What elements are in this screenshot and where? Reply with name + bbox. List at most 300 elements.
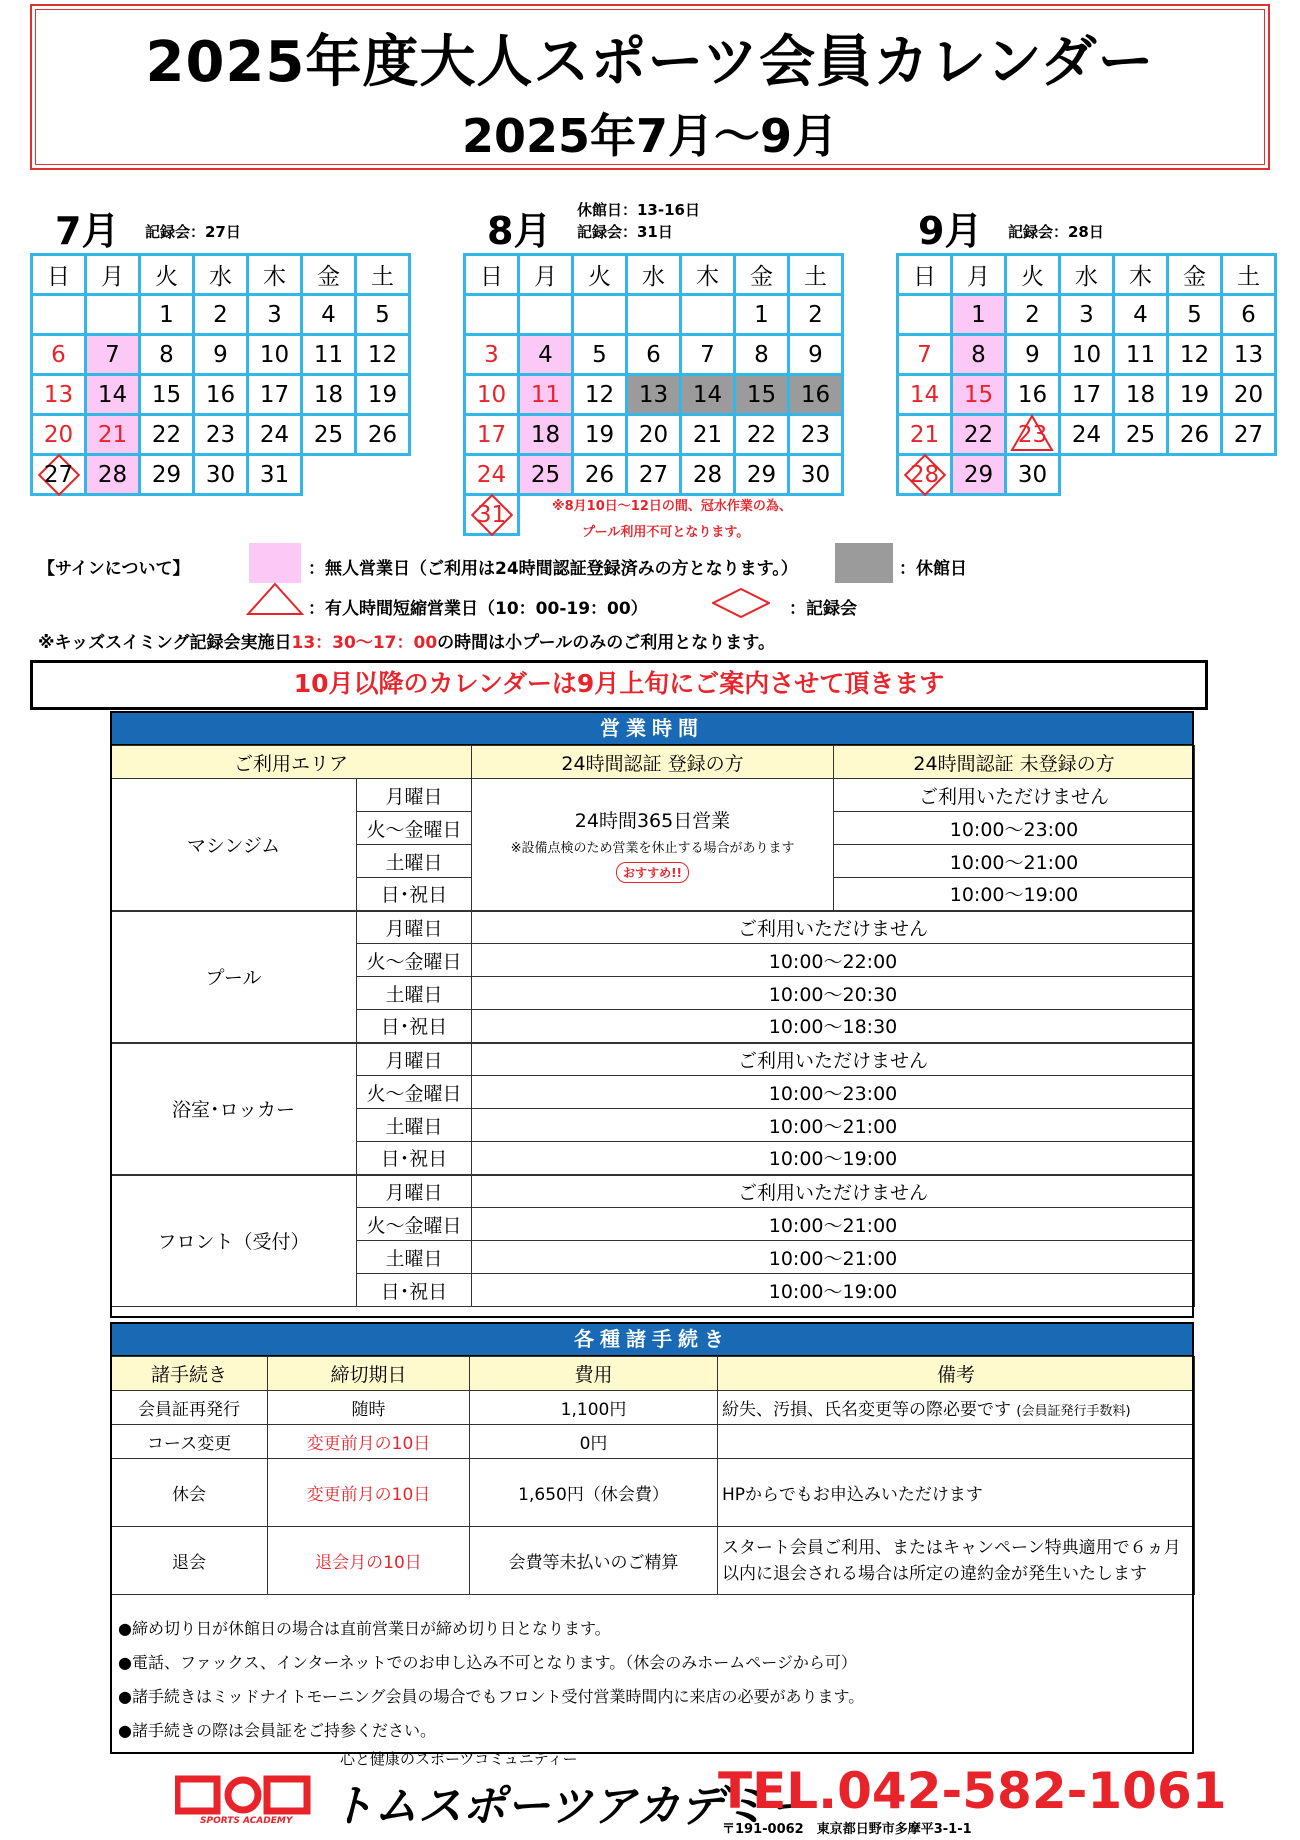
day-number: 30 bbox=[800, 461, 831, 488]
calendar-grid bbox=[896, 253, 1277, 496]
day-cell bbox=[356, 295, 410, 335]
day-label: 火～金曜日 bbox=[357, 1076, 472, 1109]
day-number: 19 bbox=[367, 381, 398, 408]
day-cell bbox=[789, 295, 843, 335]
empty-cell bbox=[302, 455, 356, 495]
day-cell bbox=[86, 415, 140, 455]
day-cell bbox=[194, 335, 248, 375]
day-cell bbox=[519, 415, 573, 455]
recommend-badge: おすすめ!! bbox=[616, 862, 689, 883]
time-cell: 10:00～23:00 bbox=[472, 1076, 1195, 1109]
day-cell bbox=[1114, 335, 1168, 375]
day-number: 23 bbox=[1017, 421, 1048, 448]
day-number: 19 bbox=[584, 421, 615, 448]
day-cell bbox=[735, 335, 789, 375]
day-number: 13 bbox=[638, 381, 669, 408]
day-cell bbox=[248, 415, 302, 455]
day-number: 7 bbox=[105, 341, 120, 368]
gym-maintenance-note: ※設備点検のため営業を休止する場合があります bbox=[510, 840, 795, 856]
day-number: 5 bbox=[1187, 301, 1202, 328]
day-number: 3 bbox=[1079, 301, 1094, 328]
day-cell bbox=[1060, 415, 1114, 455]
weekday-header: 水 bbox=[194, 255, 248, 295]
day-label: 土曜日 bbox=[357, 977, 472, 1010]
day-number: 26 bbox=[1179, 421, 1210, 448]
day-number: 31 bbox=[259, 461, 290, 488]
day-number: 10 bbox=[259, 341, 290, 368]
day-number: 7 bbox=[917, 341, 932, 368]
day-label: 火～金曜日 bbox=[357, 944, 472, 977]
day-cell bbox=[573, 335, 627, 375]
day-cell bbox=[194, 295, 248, 335]
weekday-header: 水 bbox=[1060, 255, 1114, 295]
time-cell: 10:00～21:00 bbox=[472, 1208, 1195, 1241]
day-number: 29 bbox=[746, 461, 777, 488]
address: 〒191-0062 東京都日野市多摩平3-1-1 bbox=[722, 1822, 972, 1837]
blank-day bbox=[465, 295, 519, 335]
col-header-remarks: 備考 bbox=[718, 1357, 1195, 1391]
day-number: 27 bbox=[638, 461, 669, 488]
day-cell bbox=[681, 415, 735, 455]
time-cell: ご利用いただけません bbox=[472, 1175, 1195, 1208]
empty-cell bbox=[789, 495, 843, 535]
day-cell bbox=[465, 375, 519, 415]
weekday-header: 日 bbox=[465, 255, 519, 295]
day-number: 9 bbox=[808, 341, 823, 368]
day-cell bbox=[248, 375, 302, 415]
note-item: ●電話、ファックス、インターネットでのお申し込み不可となります。（休会のみホームページから可） bbox=[118, 1653, 857, 1672]
kids-note bbox=[38, 628, 775, 653]
day-cell bbox=[140, 375, 194, 415]
col-header-registered: 24時間認証 登録の方 bbox=[472, 746, 834, 779]
day-cell bbox=[952, 375, 1006, 415]
day-number: 17 bbox=[259, 381, 290, 408]
legend-pink-swatch bbox=[249, 543, 301, 583]
calendar-grid bbox=[30, 253, 411, 496]
time-cell: 10:00～21:00 bbox=[472, 1241, 1195, 1274]
day-number: 1 bbox=[159, 301, 174, 328]
day-number: 8 bbox=[971, 341, 986, 368]
day-label: 火～金曜日 bbox=[357, 1208, 472, 1241]
day-number: 25 bbox=[530, 461, 561, 488]
time-cell: 10:00～19:00 bbox=[834, 878, 1195, 911]
day-number: 12 bbox=[584, 381, 615, 408]
gym-24h-text: 24時間365日営業 bbox=[574, 809, 731, 832]
day-cell bbox=[140, 455, 194, 495]
day-label: 月曜日 bbox=[357, 1043, 472, 1076]
day-cell bbox=[356, 375, 410, 415]
day-cell bbox=[32, 335, 86, 375]
day-number: 4 bbox=[1133, 301, 1148, 328]
procedure-name: 会員証再発行 bbox=[111, 1391, 268, 1425]
day-cell bbox=[789, 415, 843, 455]
weekday-header: 木 bbox=[248, 255, 302, 295]
day-number: 24 bbox=[259, 421, 290, 448]
flood-note-line: ※8月10日～12日の間、冠水作業の為、 bbox=[552, 499, 792, 514]
day-cell bbox=[789, 375, 843, 415]
weekday-header: 金 bbox=[302, 255, 356, 295]
day-number: 14 bbox=[909, 381, 940, 408]
day-number: 23 bbox=[800, 421, 831, 448]
legend-record: ：記録会 bbox=[789, 599, 857, 619]
col-header-fee: 費用 bbox=[470, 1357, 718, 1391]
day-number: 21 bbox=[97, 421, 128, 448]
day-cell bbox=[898, 335, 952, 375]
day-cell bbox=[194, 455, 248, 495]
day-number: 20 bbox=[638, 421, 669, 448]
day-number: 19 bbox=[1179, 381, 1210, 408]
day-cell bbox=[573, 415, 627, 455]
weekday-header: 金 bbox=[735, 255, 789, 295]
day-number: 17 bbox=[1071, 381, 1102, 408]
remarks-line: スタート会員ご利用、またはキャンペーン特典適用で６ヵ月 bbox=[722, 1537, 1181, 1558]
flood-note bbox=[552, 494, 792, 546]
day-cell bbox=[140, 335, 194, 375]
day-cell bbox=[681, 335, 735, 375]
day-number: 18 bbox=[530, 421, 561, 448]
day-cell bbox=[681, 375, 735, 415]
day-cell bbox=[302, 295, 356, 335]
day-cell bbox=[1060, 295, 1114, 335]
day-cell bbox=[1006, 455, 1060, 495]
day-number: 26 bbox=[367, 421, 398, 448]
month-label-september: 9月 bbox=[918, 209, 983, 253]
day-cell bbox=[1006, 415, 1060, 455]
time-cell: ご利用いただけません bbox=[834, 779, 1195, 812]
day-number: 4 bbox=[321, 301, 336, 328]
procedure-deadline: 退会月の10日 bbox=[268, 1527, 470, 1595]
procedure-fee: 会費等未払いのご精算 bbox=[470, 1527, 718, 1595]
day-cell bbox=[573, 455, 627, 495]
day-cell bbox=[465, 415, 519, 455]
day-label: 月曜日 bbox=[357, 779, 472, 812]
weekday-header: 日 bbox=[32, 255, 86, 295]
day-cell bbox=[1168, 335, 1222, 375]
day-number: 28 bbox=[97, 461, 128, 488]
blank-day bbox=[627, 295, 681, 335]
procedure-remarks: HPからでもお申込みいただけます bbox=[718, 1459, 1195, 1527]
day-number: 23 bbox=[205, 421, 236, 448]
time-cell: 10:00～18:30 bbox=[472, 1010, 1195, 1043]
time-cell: 10:00～22:00 bbox=[472, 944, 1195, 977]
day-cell bbox=[1222, 375, 1276, 415]
day-cell bbox=[735, 455, 789, 495]
day-number: 11 bbox=[1125, 341, 1156, 368]
day-number: 8 bbox=[159, 341, 174, 368]
day-cell bbox=[735, 375, 789, 415]
legend-unmanned: ：無人営業日（ご利用は24時間認証登録済みの方となります。） bbox=[308, 559, 798, 579]
day-number: 14 bbox=[692, 381, 723, 408]
note-item: ●諸手続きの際は会員証をご持参ください。 bbox=[118, 1721, 436, 1740]
day-cell bbox=[86, 335, 140, 375]
col-header-deadline: 締切期日 bbox=[268, 1357, 470, 1391]
weekday-header: 水 bbox=[627, 255, 681, 295]
weekday-header: 土 bbox=[356, 255, 410, 295]
weekday-header: 火 bbox=[140, 255, 194, 295]
day-number: 16 bbox=[205, 381, 236, 408]
day-number: 29 bbox=[151, 461, 182, 488]
day-cell bbox=[1114, 295, 1168, 335]
blank-day bbox=[898, 295, 952, 335]
day-number: 2 bbox=[808, 301, 823, 328]
procedure-remarks bbox=[718, 1425, 1195, 1459]
day-cell bbox=[1060, 375, 1114, 415]
day-label: 土曜日 bbox=[357, 1109, 472, 1142]
day-label: 火～金曜日 bbox=[357, 812, 472, 845]
day-cell bbox=[789, 455, 843, 495]
remarks-line: 以内に退会される場合は所定の違約金が発生いたします bbox=[722, 1563, 1147, 1584]
day-cell bbox=[1114, 415, 1168, 455]
day-cell bbox=[248, 335, 302, 375]
day-cell bbox=[465, 335, 519, 375]
day-number: 16 bbox=[800, 381, 831, 408]
day-number: 6 bbox=[1241, 301, 1256, 328]
day-cell bbox=[519, 335, 573, 375]
day-cell bbox=[248, 295, 302, 335]
logo-sub-text: SPORTS ACADEMY bbox=[200, 1816, 293, 1826]
weekday-header: 金 bbox=[1168, 255, 1222, 295]
day-number: 26 bbox=[584, 461, 615, 488]
day-number: 11 bbox=[530, 381, 561, 408]
page-title: 2025年度大人スポーツ会員カレンダー bbox=[145, 30, 1155, 95]
day-cell bbox=[952, 295, 1006, 335]
day-number: 12 bbox=[367, 341, 398, 368]
month-note: 記録会：28日 bbox=[1008, 223, 1104, 241]
time-cell: 10:00～21:00 bbox=[472, 1109, 1195, 1142]
day-number: 9 bbox=[1025, 341, 1040, 368]
weekday-header: 木 bbox=[681, 255, 735, 295]
day-cell bbox=[735, 295, 789, 335]
day-cell bbox=[1222, 335, 1276, 375]
day-cell bbox=[789, 335, 843, 375]
day-cell bbox=[465, 455, 519, 495]
day-number: 27 bbox=[1233, 421, 1264, 448]
day-number: 6 bbox=[51, 341, 66, 368]
day-number: 28 bbox=[909, 461, 940, 488]
day-cell bbox=[898, 375, 952, 415]
month-note: 休館日：13-16日 bbox=[577, 201, 700, 219]
weekday-header: 月 bbox=[952, 255, 1006, 295]
day-cell bbox=[1060, 335, 1114, 375]
day-cell bbox=[140, 415, 194, 455]
day-cell bbox=[519, 455, 573, 495]
day-cell bbox=[86, 455, 140, 495]
day-number: 24 bbox=[1071, 421, 1102, 448]
month-note: 記録会：27日 bbox=[145, 223, 241, 241]
day-number: 8 bbox=[754, 341, 769, 368]
hours-section-header: 営業時間 bbox=[110, 711, 1194, 746]
day-label: 日･祝日 bbox=[357, 878, 472, 911]
day-number: 25 bbox=[313, 421, 344, 448]
day-cell bbox=[1222, 295, 1276, 335]
weekday-header: 月 bbox=[519, 255, 573, 295]
procedure-deadline: 変更前月の10日 bbox=[268, 1425, 470, 1459]
time-cell: 10:00～19:00 bbox=[472, 1274, 1195, 1307]
area-name: マシンジム bbox=[111, 779, 357, 911]
weekday-header: 日 bbox=[898, 255, 952, 295]
day-cell bbox=[627, 335, 681, 375]
day-number: 21 bbox=[909, 421, 940, 448]
kids-note-prefix: ※キッズスイミング記録会実施日 bbox=[38, 633, 292, 653]
procedure-fee: 1,100円 bbox=[470, 1391, 718, 1425]
day-number: 28 bbox=[692, 461, 723, 488]
day-cell bbox=[194, 375, 248, 415]
day-cell bbox=[952, 335, 1006, 375]
title-box bbox=[30, 4, 1270, 170]
col-header-area: ご利用エリア bbox=[111, 746, 472, 779]
day-number: 20 bbox=[43, 421, 74, 448]
day-number: 13 bbox=[43, 381, 74, 408]
day-number: 29 bbox=[963, 461, 994, 488]
day-cell bbox=[898, 415, 952, 455]
day-cell bbox=[627, 415, 681, 455]
day-label: 月曜日 bbox=[357, 1175, 472, 1208]
time-cell: 10:00～21:00 bbox=[834, 845, 1195, 878]
day-cell bbox=[356, 335, 410, 375]
procedure-fee: 1,650円（休会費） bbox=[470, 1459, 718, 1527]
weekday-header: 土 bbox=[789, 255, 843, 295]
gym-registered-cell bbox=[472, 779, 834, 911]
day-cell bbox=[1006, 295, 1060, 335]
day-number: 25 bbox=[1125, 421, 1156, 448]
day-label: 月曜日 bbox=[357, 911, 472, 944]
page-subtitle: 2025年7月～9月 bbox=[461, 109, 839, 163]
day-cell bbox=[356, 415, 410, 455]
procedure-deadline: 随時 bbox=[268, 1391, 470, 1425]
day-cell bbox=[465, 495, 519, 535]
day-cell bbox=[302, 335, 356, 375]
procedure-remarks bbox=[718, 1527, 1195, 1595]
time-cell: ご利用いただけません bbox=[472, 911, 1195, 944]
triangle-icon bbox=[246, 582, 304, 616]
day-cell bbox=[627, 455, 681, 495]
empty-cell bbox=[1168, 455, 1222, 495]
day-cell bbox=[32, 375, 86, 415]
day-number: 2 bbox=[1025, 301, 1040, 328]
area-name: プール bbox=[111, 911, 357, 1043]
col-header-unregistered: 24時間認証 未登録の方 bbox=[834, 746, 1195, 779]
day-number: 1 bbox=[754, 301, 769, 328]
procedure-fee: 0円 bbox=[470, 1425, 718, 1459]
day-number: 22 bbox=[963, 421, 994, 448]
day-cell bbox=[32, 455, 86, 495]
day-cell bbox=[1114, 375, 1168, 415]
day-number: 9 bbox=[213, 341, 228, 368]
day-number: 16 bbox=[1017, 381, 1048, 408]
procedure-deadline: 変更前月の10日 bbox=[268, 1459, 470, 1527]
day-number: 10 bbox=[1071, 341, 1102, 368]
day-cell bbox=[898, 455, 952, 495]
time-cell: 10:00～23:00 bbox=[834, 812, 1195, 845]
blank-day bbox=[519, 295, 573, 335]
time-cell: 10:00～19:00 bbox=[472, 1142, 1195, 1175]
area-name: フロント（受付） bbox=[111, 1175, 357, 1307]
legend-title: 【サインについて】 bbox=[38, 559, 190, 579]
day-number: 18 bbox=[1125, 381, 1156, 408]
kids-note-suffix: の時間は小プールのみのご利用となります。 bbox=[437, 633, 775, 653]
day-number: 7 bbox=[700, 341, 715, 368]
day-cell bbox=[1168, 375, 1222, 415]
blank-day bbox=[86, 295, 140, 335]
day-cell bbox=[1222, 415, 1276, 455]
weekday-header: 月 bbox=[86, 255, 140, 295]
kids-note-time: 13：30～17：00 bbox=[291, 633, 438, 653]
note-item: ●締め切り日が休館日の場合は直前営業日が締め切り日となります。 bbox=[118, 1619, 611, 1638]
day-number: 20 bbox=[1233, 381, 1264, 408]
legend-short-hours: ：有人時間短縮営業日（10：00-19：00） bbox=[308, 599, 648, 619]
day-cell bbox=[952, 455, 1006, 495]
day-number: 15 bbox=[151, 381, 182, 408]
procedure-name: 休会 bbox=[111, 1459, 268, 1527]
day-cell bbox=[248, 455, 302, 495]
procedures-table bbox=[110, 1356, 1195, 1595]
flood-note-line: プール利用不可となります。 bbox=[582, 525, 750, 540]
empty-cell bbox=[1114, 455, 1168, 495]
day-cell bbox=[194, 415, 248, 455]
day-cell bbox=[1006, 335, 1060, 375]
day-cell bbox=[1168, 415, 1222, 455]
phone-number: TEL.042-582-1061 bbox=[718, 1762, 1227, 1820]
day-number: 21 bbox=[692, 421, 723, 448]
day-number: 17 bbox=[476, 421, 507, 448]
blank-day bbox=[681, 295, 735, 335]
day-number: 2 bbox=[213, 301, 228, 328]
day-cell bbox=[519, 375, 573, 415]
hours-table bbox=[110, 745, 1195, 1307]
day-label: 日･祝日 bbox=[357, 1010, 472, 1043]
day-cell bbox=[681, 455, 735, 495]
day-number: 1 bbox=[971, 301, 986, 328]
procedure-name: コース変更 bbox=[111, 1425, 268, 1459]
day-number: 14 bbox=[97, 381, 128, 408]
note-item: ●諸手続きはミッドナイトモーニング会員の場合でもフロント受付営業時間内に来店の必要があります。 bbox=[118, 1687, 865, 1706]
month-note: 記録会：31日 bbox=[577, 223, 673, 241]
day-cell bbox=[573, 375, 627, 415]
procedure-name: 退会 bbox=[111, 1527, 268, 1595]
day-number: 12 bbox=[1179, 341, 1210, 368]
day-number: 18 bbox=[313, 381, 344, 408]
day-number: 5 bbox=[592, 341, 607, 368]
weekday-header: 木 bbox=[1114, 255, 1168, 295]
legend-gray-swatch bbox=[835, 543, 893, 583]
day-cell bbox=[86, 375, 140, 415]
day-number: 3 bbox=[267, 301, 282, 328]
remarks-small: (会員証発行手数料) bbox=[1016, 1404, 1131, 1419]
footer-tagline: 心と健康のスポーツコミュニティー bbox=[340, 1750, 578, 1768]
day-cell bbox=[1168, 295, 1222, 335]
empty-cell bbox=[1060, 455, 1114, 495]
day-cell bbox=[32, 415, 86, 455]
day-number: 4 bbox=[538, 341, 553, 368]
day-number: 11 bbox=[313, 341, 344, 368]
day-number: 27 bbox=[43, 461, 74, 488]
day-cell bbox=[735, 415, 789, 455]
day-label: 土曜日 bbox=[357, 845, 472, 878]
legend-closed: ：休館日 bbox=[899, 559, 967, 579]
col-header-procedure: 諸手続き bbox=[111, 1357, 268, 1391]
weekday-header: 火 bbox=[573, 255, 627, 295]
time-cell: ご利用いただけません bbox=[472, 1043, 1195, 1076]
day-number: 13 bbox=[1233, 341, 1264, 368]
remarks-text: 紛失、汚損、氏名変更等の際必要です bbox=[722, 1400, 1011, 1420]
month-label-august: 8月 bbox=[487, 209, 552, 253]
day-number: 22 bbox=[151, 421, 182, 448]
day-number: 31 bbox=[476, 501, 507, 528]
day-number: 24 bbox=[476, 461, 507, 488]
day-cell bbox=[302, 375, 356, 415]
announcement-banner: 10月以降のカレンダーは9月上旬にご案内させて頂きます bbox=[30, 660, 1208, 710]
day-number: 6 bbox=[646, 341, 661, 368]
